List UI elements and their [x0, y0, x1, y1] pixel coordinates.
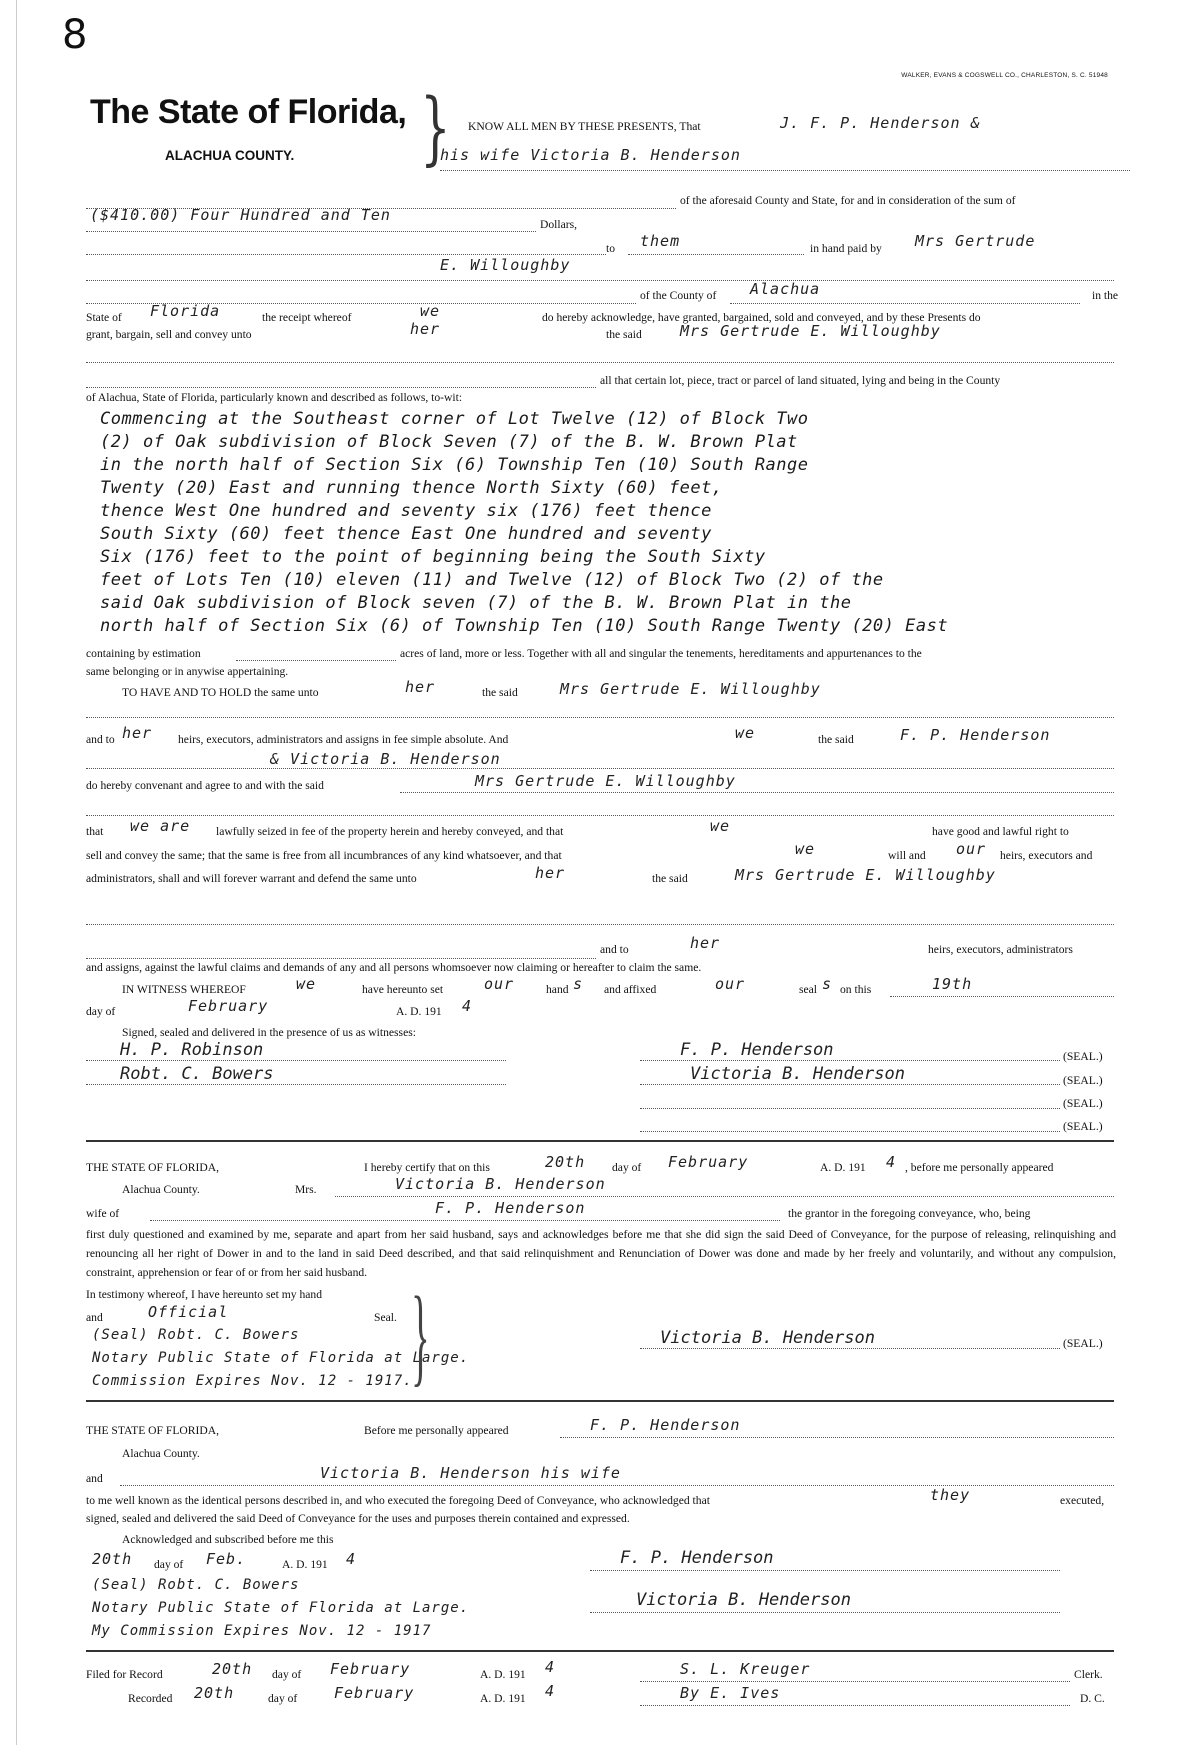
paid-by-handwriting: Mrs Gertrude: [915, 232, 1036, 250]
witness-label: IN WITNESS WHEREOF: [122, 983, 246, 996]
printer-imprint: WALKER, EVANS & COGSWELL CO., CHARLESTON, S. C. 51948: [901, 72, 1108, 79]
affixed-handwriting: our: [715, 975, 746, 993]
receipt-label: the receipt whereof: [262, 311, 352, 324]
ack2-acknowledged: Acknowledged and subscribed before me this: [122, 1533, 334, 1546]
seal-label: (SEAL.): [1063, 1074, 1103, 1087]
and-to-label-2: and to: [600, 943, 629, 956]
paid-by-label: in hand paid by: [810, 242, 882, 255]
seal-label: (SEAL.): [1063, 1050, 1103, 1063]
ack1-wife-of: wife of: [86, 1207, 120, 1220]
to-label: to: [606, 242, 616, 255]
description-line: north half of Section Six (6) of Township Ten (10) South Range Twenty (20) East: [100, 616, 949, 636]
ack2-notary-handwriting: Notary Public State of Florida at Large.: [92, 1600, 470, 1616]
ack1-seal-word: Seal.: [374, 1311, 397, 1324]
ack2-they-handwriting: they: [930, 1486, 971, 1504]
ack1-mrs-handwriting: Victoria B. Henderson: [395, 1175, 606, 1193]
filed-day-handwriting: 20th: [212, 1660, 253, 1678]
grantor-wife-handwriting: his wife Victoria B. Henderson: [440, 146, 741, 164]
sell-handwriting: we: [795, 840, 816, 858]
seal-handwriting: s: [822, 975, 833, 993]
dc-label: D. C.: [1080, 1692, 1105, 1705]
dollars-label: Dollars,: [540, 218, 578, 231]
ad-text: A. D. 191: [396, 1005, 442, 1018]
acres-text: acres of land, more or less. Together with all and singular the tenements, hereditaments and appurtenances to the: [400, 647, 922, 660]
grantor-signature: Victoria B. Henderson: [690, 1064, 905, 1084]
to-handwriting: them: [640, 232, 681, 250]
ack1-and: and: [86, 1311, 103, 1324]
alachua-text: of Alachua, State of Florida, particularly known and described as follows, to-wit:: [86, 391, 463, 404]
sell-convey-text: sell and convey the same; that the same is free from all incumbrances of any kind whatsoever, and that: [86, 849, 562, 862]
signed-text: Signed, sealed and delivered in the presence of us as witnesses:: [122, 1026, 416, 1039]
affixed-text: and affixed: [604, 983, 657, 996]
seized-handwriting: we: [710, 817, 731, 835]
receipt-handwriting: we: [420, 302, 441, 320]
admins-text: administrators, shall and will forever warrant and defend the same unto: [86, 872, 417, 885]
grantor-handwriting-3: F. P. Henderson: [900, 726, 1051, 744]
good-right-text: have good and lawful right to: [932, 825, 1069, 838]
have-grantee-handwriting: Mrs Gertrude E. Willoughby: [560, 680, 821, 698]
ack2-day-handwriting: 20th: [92, 1550, 133, 1568]
covenant-text: do hereby convenant and agree to and with the said: [86, 779, 324, 792]
ack2-and-handwriting: Victoria B. Henderson his wife: [320, 1464, 621, 1482]
have-set-text: have hereunto set: [362, 983, 444, 996]
description-line: in the north half of Section Six (6) Township Ten (10) South Range: [100, 455, 809, 475]
ack2-day-of: day of: [154, 1558, 184, 1571]
clerk-label: Clerk.: [1074, 1668, 1103, 1681]
seal-label: (SEAL.): [1063, 1120, 1103, 1133]
acknowledge-text: do hereby acknowledge, have granted, bargained, sold and conveyed, and by these Presents do: [542, 311, 981, 324]
description-line: South Sixty (60) feet thence East One hundred and seventy: [100, 524, 712, 544]
sum-handwriting: ($410.00) Four Hundred and Ten: [90, 206, 391, 224]
description-line: Twenty (20) East and running thence North Sixty (60) feet,: [100, 478, 723, 498]
ack1-mrs: Mrs.: [295, 1183, 317, 1196]
recorded-label: Recorded: [128, 1692, 173, 1705]
all-that-text: all that certain lot, piece, tract or parcel of land situated, lying and being in the County: [600, 374, 1001, 387]
of-county-label: of the County of: [640, 289, 717, 302]
covenant-handwriting: Mrs Gertrude E. Willoughby: [475, 772, 736, 790]
the-said-label-3: the said: [818, 733, 854, 746]
grantor-signature: F. P. Henderson: [680, 1040, 834, 1060]
ack1-state: THE STATE OF FLORIDA,: [86, 1161, 220, 1174]
ack2-before-handwriting: F. P. Henderson: [590, 1416, 741, 1434]
ack2-notary-handwriting: My Commission Expires Nov. 12 - 1917: [92, 1623, 432, 1639]
heirs-handwriting: we: [735, 724, 756, 742]
admins-handwriting: her: [535, 864, 566, 882]
seized-text: lawfully seized in fee of the property herein and hereby conveyed, and that: [216, 825, 564, 838]
ack2-signature: F. P. Henderson: [620, 1548, 774, 1568]
page-margin-line: [0, 0, 17, 1745]
ack1-day-of: day of: [612, 1161, 642, 1174]
ack2-and: and: [86, 1472, 103, 1485]
description-line: feet of Lots Ten (10) eleven (11) and Twelve (12) of Block Two (2) of the: [100, 570, 884, 590]
that-label: that: [86, 825, 104, 838]
witness-handwriting: we: [296, 975, 317, 993]
paid-by-handwriting-2: E. Willoughby: [440, 256, 571, 274]
grantee-handwriting: Mrs Gertrude E. Willoughby: [680, 322, 941, 340]
ack2-ad: A. D. 191: [282, 1558, 328, 1571]
ack1-ad: A. D. 191: [820, 1161, 866, 1174]
brace-icon: }: [420, 81, 451, 174]
witness-signature: H. P. Robinson: [120, 1040, 264, 1060]
the-said-label-2: the said: [482, 686, 518, 699]
ack2-before: Before me personally appeared: [364, 1424, 509, 1437]
clerk-handwriting: S. L. Kreuger: [680, 1660, 811, 1678]
ack1-notary-handwriting: Commission Expires Nov. 12 - 1917.: [92, 1373, 413, 1389]
ack1-testimony: In testimony whereof, I have hereunto set my hand: [86, 1288, 322, 1301]
ack1-year-handwriting: 4: [886, 1153, 897, 1171]
and-to-label: and to: [86, 733, 115, 746]
witness-signature: Robt. C. Bowers: [120, 1064, 274, 1084]
hands-handwriting: s: [573, 975, 584, 993]
year-handwriting: 4: [462, 997, 473, 1015]
recorded-month-handwriting: February: [334, 1684, 415, 1702]
will-and-text: will and: [888, 849, 926, 862]
heirs-exec-text: heirs, executors and: [1000, 849, 1093, 862]
on-this-text: on this: [840, 983, 872, 996]
have-hold-text: TO HAVE AND TO HOLD the same unto: [122, 686, 319, 699]
state-handwriting: Florida: [150, 302, 221, 320]
month-handwriting: February: [188, 997, 269, 1015]
recorded-year-handwriting: 4: [545, 1682, 556, 1700]
set-handwriting: our: [484, 975, 515, 993]
dc-handwriting: By E. Ives: [680, 1684, 781, 1702]
admins-grantee-handwriting: Mrs Gertrude E. Willoughby: [735, 866, 996, 884]
ack1-notary-handwriting: (Seal) Robt. C. Bowers: [92, 1327, 300, 1343]
containing-label: containing by estimation: [86, 647, 201, 660]
have-handwriting: her: [405, 678, 436, 696]
filed-ad: A. D. 191: [480, 1668, 526, 1681]
ack1-certify: I hereby certify that on this: [364, 1161, 490, 1174]
filed-label: Filed for Record: [86, 1668, 163, 1681]
heirs-text-2: heirs, executors, administrators: [928, 943, 1073, 956]
ack1-month-handwriting: February: [668, 1153, 749, 1171]
ack1-day-handwriting: 20th: [545, 1153, 586, 1171]
recorded-day-of: day of: [268, 1692, 298, 1705]
page-number: 8: [62, 12, 88, 58]
brace-icon: }: [411, 1274, 430, 1396]
county-heading: ALACHUA COUNTY.: [165, 148, 295, 163]
description-line: (2) of Oak subdivision of Block Seven (7) of the B. W. Brown Plat: [100, 432, 798, 452]
ack2-body-1: to me well known as the identical persons described in, and who executed the foregoing Deed of Conveyance, who acknowledged that: [86, 1494, 710, 1507]
description-line: thence West One hundred and seventy six (176) feet thence: [100, 501, 712, 521]
the-said-label: the said: [606, 328, 642, 341]
in-the-label: in the: [1092, 289, 1119, 302]
belonging-text: same belonging or in anywise appertaining.: [86, 665, 289, 678]
ack2-month-handwriting: Feb.: [206, 1550, 247, 1568]
state-of-label: State of: [86, 311, 122, 324]
day-handwriting: 19th: [932, 975, 973, 993]
ack2-state: THE STATE OF FLORIDA,: [86, 1424, 220, 1437]
ack2-notary-handwriting: (Seal) Robt. C. Bowers: [92, 1577, 300, 1593]
ack1-before: , before me personally appeared: [905, 1161, 1054, 1174]
filed-year-handwriting: 4: [545, 1658, 556, 1676]
ack1-grantor-text: the grantor in the foregoing conveyance, who, being: [788, 1207, 1031, 1220]
ack1-husband-handwriting: F. P. Henderson: [435, 1199, 586, 1217]
and-to-handwriting-2: her: [690, 934, 721, 952]
description-line: Commencing at the Southeast corner of Lot Twelve (12) of Block Two: [100, 409, 809, 429]
ack2-signature: Victoria B. Henderson: [636, 1590, 851, 1610]
grantor-handwriting: J. F. P. Henderson &: [780, 114, 981, 132]
seal-label: (SEAL.): [1063, 1337, 1103, 1350]
ack1-county: Alachua County.: [122, 1183, 200, 1196]
description-line: said Oak subdivision of Block seven (7) of the B. W. Brown Plat in the: [100, 593, 852, 613]
recorded-day-handwriting: 20th: [194, 1684, 235, 1702]
claims-text: and assigns, against the lawful claims and demands of any and all persons whomsoever now claiming or hereafter to claim the same.: [86, 961, 702, 974]
ack1-body: first duly questioned and examined by me, separate and apart from her said husband, says and acknowledges before me that she did sign the said Deed of Conveyance, for the purpose of releasing, relinquishing and renouncing all her right of Dower in and to the land in said Deed described, and that said relinquishment and Renunciation of Dower was done and made by her freely and voluntarily, and without any compulsion, constraint, apprehension or fear of or from her said husband.: [86, 1228, 1116, 1279]
heirs-text: heirs, executors, administrators and assigns in fee simple absolute. And: [178, 733, 509, 746]
consideration-text: of the aforesaid County and State, for and in consideration of the sum of: [680, 194, 1016, 207]
grantor-handwriting-4: & Victoria B. Henderson: [270, 750, 501, 768]
and-to-handwriting: her: [122, 724, 153, 742]
ack1-signature: Victoria B. Henderson: [660, 1328, 875, 1348]
that-handwriting: we are: [130, 817, 191, 835]
the-said-label-4: the said: [652, 872, 688, 885]
filed-month-handwriting: February: [330, 1660, 411, 1678]
state-title: The State of Florida,: [90, 93, 407, 131]
ack1-official-handwriting: Official: [148, 1303, 229, 1321]
hands-text: hand: [546, 983, 569, 996]
property-description: [100, 408, 1120, 638]
day-of-label: day of: [86, 1005, 116, 1018]
ack2-body-2: signed, sealed and delivered the said Deed of Conveyance for the uses and purposes therein contained and expressed.: [86, 1512, 630, 1525]
description-line: Six (176) feet to the point of beginning being the South Sixty: [100, 547, 766, 567]
seal-label: (SEAL.): [1063, 1097, 1103, 1110]
recorded-ad: A. D. 191: [480, 1692, 526, 1705]
grant-handwriting: her: [410, 320, 441, 338]
filed-day-of: day of: [272, 1668, 302, 1681]
intro-text: KNOW ALL MEN BY THESE PRESENTS, That: [468, 120, 701, 133]
seal-text: seal: [799, 983, 818, 996]
grant-text: grant, bargain, sell and convey unto: [86, 328, 252, 341]
ack1-notary-handwriting: Notary Public State of Florida at Large.: [92, 1350, 470, 1366]
ack2-county: Alachua County.: [122, 1447, 200, 1460]
ack2-executed: executed,: [1060, 1494, 1105, 1507]
will-handwriting: our: [956, 840, 987, 858]
county-handwriting: Alachua: [750, 280, 821, 298]
ack2-year-handwriting: 4: [346, 1550, 357, 1568]
